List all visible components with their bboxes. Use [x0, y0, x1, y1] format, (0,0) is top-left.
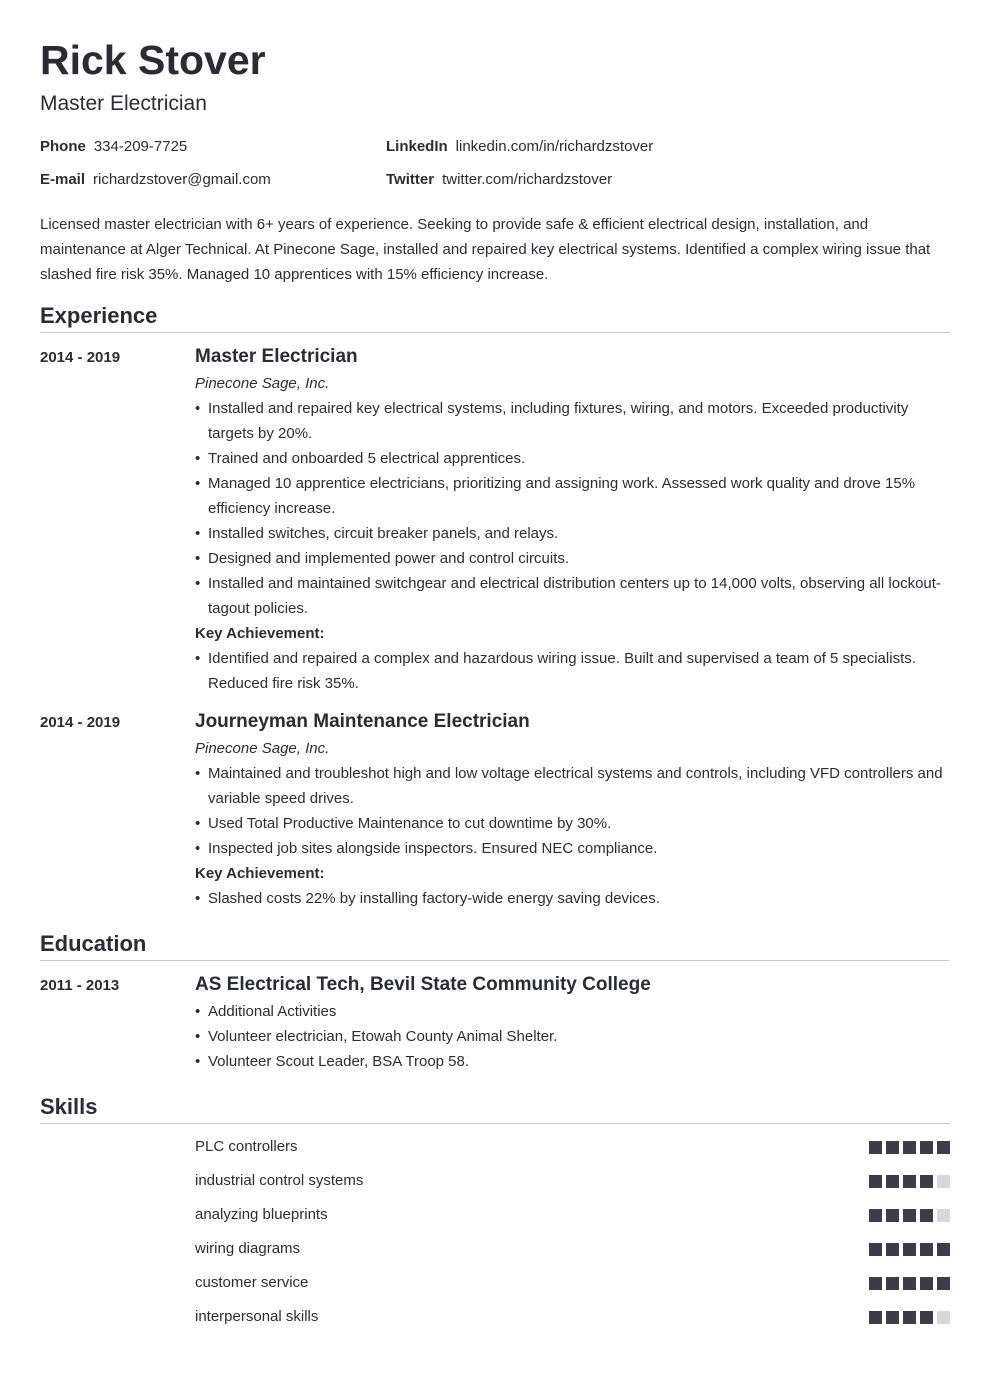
- skills-divider: [40, 1123, 950, 1124]
- rating-square-filled: [937, 1277, 950, 1290]
- contact-linkedin: [386, 137, 653, 157]
- bullet-dot: •: [195, 525, 201, 542]
- skill-rating: [865, 1243, 950, 1256]
- bullet-item: [195, 999, 950, 1024]
- rating-square-filled: [903, 1243, 916, 1256]
- phone-value: 334-209-7725: [93, 138, 188, 155]
- skill-row: [195, 1237, 950, 1261]
- skill-rating: [865, 1311, 950, 1324]
- rating-square-filled: [937, 1141, 950, 1154]
- bullet-dot: •: [195, 550, 201, 567]
- rating-square-filled: [886, 1311, 899, 1324]
- bullet-dot: •: [195, 890, 201, 907]
- entry-dates: 2014 - 2019: [40, 349, 121, 366]
- bullet-item: [195, 836, 950, 861]
- bullet-text: Installed switches, circuit breaker panels, and relays.: [208, 525, 559, 542]
- rating-square-filled: [886, 1141, 899, 1154]
- skill-rating: [865, 1209, 950, 1222]
- bullet-dot: •: [195, 765, 201, 782]
- contact-email: [40, 170, 271, 190]
- bullet-text: Used Total Productive Maintenance to cut downtime by 30%.: [208, 815, 612, 832]
- bullet-dot: •: [195, 400, 201, 417]
- skill-name: analyzing blueprints: [195, 1206, 328, 1223]
- job-title: Journeyman Maintenance Electrician: [195, 711, 530, 732]
- rating-square-filled: [886, 1209, 899, 1222]
- contact-phone: [40, 137, 187, 157]
- bullet-item: [195, 471, 950, 521]
- skill-name: interpersonal skills: [195, 1308, 319, 1325]
- rating-square-filled: [920, 1209, 933, 1222]
- bullet-item: [195, 886, 950, 911]
- bullet-text: Managed 10 apprentice electricians, prioritizing and assigning work. Assessed work quality and drove 15% efficiency increase.: [208, 475, 916, 517]
- bullet-item: [195, 761, 950, 811]
- skill-rating: [865, 1141, 950, 1154]
- rating-square-filled: [937, 1243, 950, 1256]
- email-label: E-mail: [40, 171, 86, 188]
- bullet-item: [195, 521, 950, 546]
- bullet-dot: •: [195, 575, 201, 592]
- twitter-value: twitter.com/richardzstover: [442, 171, 613, 188]
- skill-name: industrial control systems: [195, 1172, 364, 1189]
- bullet-dot: •: [195, 475, 201, 492]
- entry-body: [195, 971, 950, 1074]
- bullet-item: [195, 811, 950, 836]
- skill-rating: [865, 1277, 950, 1290]
- rating-square-filled: [920, 1243, 933, 1256]
- rating-square-filled: [903, 1277, 916, 1290]
- rating-square-empty: [937, 1175, 950, 1188]
- bullet-dot: •: [195, 450, 201, 467]
- skill-row: [195, 1305, 950, 1329]
- email-value: richardzstover@gmail.com: [93, 171, 271, 188]
- bullet-item: [195, 546, 950, 571]
- bullet-dot: •: [195, 1028, 201, 1045]
- contact-twitter: [386, 170, 612, 190]
- bullet-item: [195, 1049, 950, 1074]
- key-achievement-label: Key Achievement:: [195, 625, 325, 642]
- bullet-text: Maintained and troubleshot high and low voltage electrical systems and controls, including VFD controllers and variable speed drives.: [208, 765, 943, 807]
- linkedin-value: linkedin.com/in/richardzstover: [455, 138, 654, 155]
- entry-body: [195, 708, 950, 911]
- bullet-text: Slashed costs 22% by installing factory-wide energy saving devices.: [208, 890, 660, 907]
- bullet-text: Installed and repaired key electrical systems, including fixtures, wiring, and motors. Exceeded productivity targets by 20%.: [208, 400, 909, 442]
- rating-square-filled: [920, 1141, 933, 1154]
- rating-square-filled: [920, 1311, 933, 1324]
- experience-heading: Experience: [40, 303, 158, 328]
- rating-square-filled: [869, 1175, 882, 1188]
- bullet-text: Designed and implemented power and control circuits.: [208, 550, 570, 567]
- entry-dates: 2011 - 2013: [40, 977, 120, 994]
- rating-square-empty: [937, 1311, 950, 1324]
- experience-divider: [40, 332, 950, 333]
- rating-square-filled: [869, 1141, 882, 1154]
- rating-square-filled: [903, 1311, 916, 1324]
- skill-name: wiring diagrams: [195, 1240, 301, 1257]
- education-heading: Education: [40, 931, 147, 956]
- education-divider: [40, 960, 950, 961]
- bullet-text: Volunteer electrician, Etowah County Animal Shelter.: [208, 1028, 558, 1045]
- bullet-text: Additional Activities: [208, 1003, 337, 1020]
- skill-name: customer service: [195, 1274, 309, 1291]
- candidate-title: Master Electrician: [40, 92, 207, 115]
- rating-square-filled: [886, 1175, 899, 1188]
- rating-square-filled: [869, 1277, 882, 1290]
- candidate-name: Rick Stover: [40, 37, 266, 83]
- skill-rating: [865, 1175, 950, 1188]
- profile-summary: Licensed master electrician with 6+ years of experience. Seeking to provide safe & efficient electrical design, installation, and maintenance at Alger Technical. At Pinecone Sage, installed and repaired key electrical systems. Identified a complex wiring issue that slashed fire risk 35%. Managed 10 apprentices with 15% efficiency increase.: [40, 216, 931, 283]
- rating-square-filled: [920, 1277, 933, 1290]
- degree-title: AS Electrical Tech, Bevil State Community College: [195, 974, 651, 995]
- entry-body: [195, 343, 950, 696]
- rating-square-filled: [903, 1209, 916, 1222]
- company-name: Pinecone Sage, Inc.: [195, 740, 330, 757]
- bullet-dot: •: [195, 840, 201, 857]
- key-achievement-label: Key Achievement:: [195, 865, 325, 882]
- bullet-text: Trained and onboarded 5 electrical apprentices.: [208, 450, 526, 467]
- bullet-item: [195, 571, 950, 621]
- bullet-dot: •: [195, 815, 201, 832]
- rating-square-filled: [886, 1243, 899, 1256]
- bullet-dot: •: [195, 1053, 201, 1070]
- rating-square-filled: [869, 1311, 882, 1324]
- rating-square-filled: [869, 1209, 882, 1222]
- bullet-item: [195, 446, 950, 471]
- linkedin-label: LinkedIn: [386, 138, 448, 155]
- entry-dates: 2014 - 2019: [40, 714, 121, 731]
- rating-square-filled: [903, 1141, 916, 1154]
- skill-row: [195, 1169, 950, 1193]
- skill-row: [195, 1203, 950, 1227]
- skill-name: PLC controllers: [195, 1138, 298, 1155]
- rating-square-filled: [920, 1175, 933, 1188]
- bullet-text: Inspected job sites alongside inspectors. Ensured NEC compliance.: [208, 840, 658, 857]
- twitter-label: Twitter: [386, 171, 435, 188]
- bullet-dot: •: [195, 1003, 201, 1020]
- bullet-item: [195, 1024, 950, 1049]
- rating-square-empty: [937, 1209, 950, 1222]
- skill-row: [195, 1135, 950, 1159]
- rating-square-filled: [869, 1243, 882, 1256]
- bullet-item: [195, 646, 950, 696]
- bullet-item: [195, 396, 950, 446]
- job-title: Master Electrician: [195, 346, 358, 367]
- phone-label: Phone: [40, 138, 86, 155]
- company-name: Pinecone Sage, Inc.: [195, 375, 330, 392]
- bullet-text: Identified and repaired a complex and hazardous wiring issue. Built and supervised a team of 5 specialists. Reduced fire risk 35%.: [208, 650, 916, 692]
- rating-square-filled: [886, 1277, 899, 1290]
- bullet-text: Volunteer Scout Leader, BSA Troop 58.: [208, 1053, 470, 1070]
- bullet-text: Installed and maintained switchgear and electrical distribution centers up to 14,000 volts, observing all lockout-tagout policies.: [208, 575, 941, 617]
- bullet-dot: •: [195, 650, 201, 667]
- skill-row: [195, 1271, 950, 1295]
- skills-heading: Skills: [40, 1094, 98, 1119]
- rating-square-filled: [903, 1175, 916, 1188]
